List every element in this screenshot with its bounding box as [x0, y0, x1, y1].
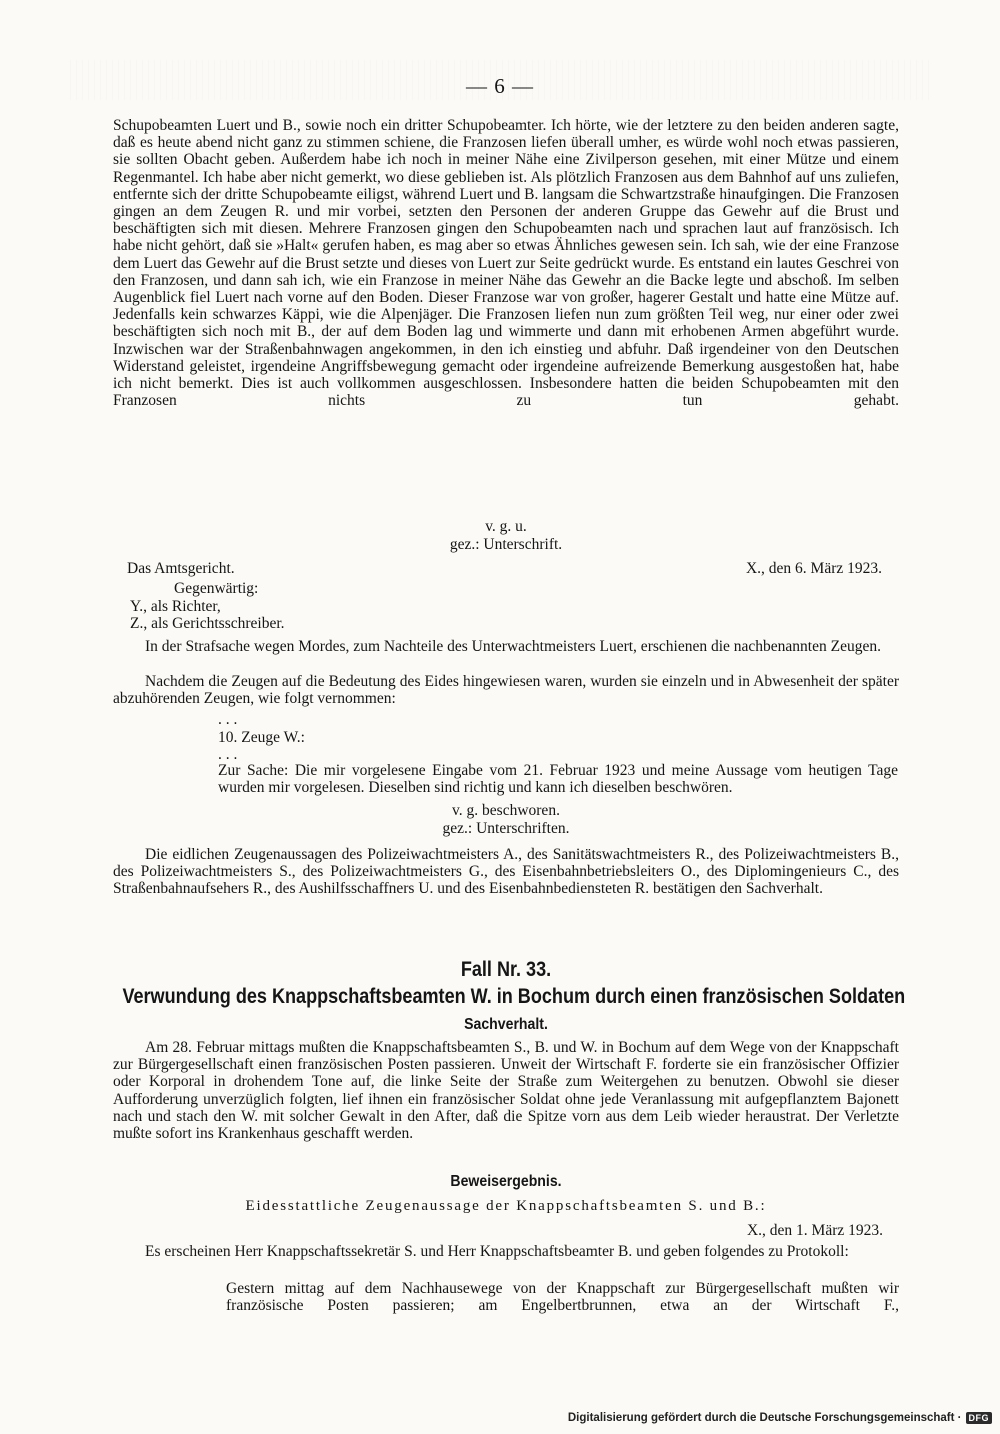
evidence-heading: Beweisergebnis. — [450, 1173, 562, 1190]
case-title: Fall Nr. 33. — [460, 958, 552, 981]
court-paragraph-1: In der Strafsache wegen Mordes, zum Nachteile des Unterwachtmeisters Luert, erschienen die nachbenannten Zeugen. — [145, 638, 881, 655]
sworn-statements-paragraph: Die eidlichen Zeugenaussagen des Polizeiwachtmeisters A., des Sanitätswachtmeisters R., des Polizeiwachtmeisters B., des Polizeiwachtmeisters S., des Polizeiwachtmeisters G., des Eisenbahnbetriebsleiters O., des Diplomingenieurs C., des Straßenbahnaufsehers R., des Aushilfsschaffners U. und des Eisenbahnbediensteten R. bestätigen den Sachverhalt. — [113, 846, 899, 898]
affidavit-intro: Es erscheinen Herr Knappschaftssekretär S. und Herr Knappschaftsbeamter B. und geben folgendes zu Protokoll: — [145, 1243, 849, 1260]
court-name: Das Amtsgericht. — [127, 560, 235, 577]
court-judge: Y., als Richter, — [130, 598, 221, 615]
ellipsis-1: . . . — [218, 711, 238, 728]
facts-heading: Sachverhalt. — [464, 1016, 548, 1033]
court-header — [127, 560, 882, 577]
court-paragraph-2: Nachdem die Zeugen auf die Bedeutung des Eides hingewiesen waren, wurden sie einzeln und in Abwesenheit der später abzuhörenden Zeugen, wie folgt vernommen: — [113, 673, 899, 708]
vgu-line: v. g. u. — [485, 518, 527, 535]
affidavit-date: X., den 1. März 1923. — [746, 1222, 883, 1239]
court-date: X., den 6. März 1923. — [745, 560, 882, 577]
affidavit-title: Eidesstattliche Zeugenaussage der Knappschaftsbeamten S. und B.: — [245, 1198, 767, 1214]
signatures-line: gez.: Unterschriften. — [442, 820, 570, 837]
testimony-paragraph — [113, 117, 899, 409]
ellipsis-2: . . . — [218, 746, 238, 763]
facts-paragraph: Am 28. Februar mittags mußten die Knappschaftsbeamten S., B. und W. in Bochum auf dem Wege von der Knappschaft zur Bürgergesellschaft einen französischen Posten passieren. Unweit der Wirtschaft F. forderte sie ein französischer Offizier oder Korporal in drohendem Tone auf, die linke Seite der Straße zum Weitergehen zu benutzen. Obwohl sie dieser Aufforderung unverzüglich folgten, lief ihnen ein französischer Soldat ohne jede Veranlassung mit aufgepflanztem Bajonett nach und stach den W. mit solcher Gewalt in den After, daß die Spitze vorn aus dem Leib wieder heraustrat. Der Verletzte mußte sofort ins Krankenhaus geschafft werden. — [113, 1039, 899, 1143]
court-clerk: Z., als Gerichtsschreiber. — [130, 615, 285, 632]
footer-credit — [568, 1412, 992, 1424]
court-present: Gegenwärtig: — [174, 580, 259, 597]
testimony-text: Schupobeamten Luert und B., sowie noch ein dritter Schupobeamter. Ich hörte, wie der letztere zu den beiden anderen sagte, daß es heute abend nicht ganz zu stimmen schiene, die Franzosen liefen überall umher, es würde wohl noch etwas passieren, sie sollten Obacht geben. Außerdem habe ich noch in meiner Nähe eine Zivilperson gesehen, mit einer Mütze und einem Regenmantel. Ich habe aber nicht gemerkt, wo diese geblieben ist. Als plötzlich Franzosen aus dem Bahnhof auf uns zuliefen, entfernte sich der dritte Schupobeamte eiligst, während Luert und B. langsam die Schwartzstraße hinaufgingen. Die Franzosen gingen an dem Zeugen R. und mir vorbei, setzten den Personen der anderen Gruppe das Gewehr auf die Brust und beschäftigten sich mit diesen. Mehrere Franzosen gingen den Schupobeamten nach und sprachen laut auf französisch. Ich habe nicht gehört, daß sie »Halt« gerufen haben, es mag aber so etwas Ähnliches gewesen sein. Ich sah, wie der eine Franzose dem Luert das Gewehr auf die Brust setzte und dieses von Luert zur Seite gedrückt wurde. Es entstand ein lautes Geschrei von den Franzosen, und dann sah ich, wie ein Franzose in meiner Nähe das Gewehr an die Backe legte und abschoß. Im selben Augenblick fiel Luert nach vorne auf den Boden. Dieser Franzose war von großer, hagerer Gestalt und hatte eine Mütze auf. Jedenfalls kein schwarzes Käppi, wie die Alpenjäger. Die Franzosen liefen nun zum größten Teil weg, nur einer oder zwei beschäftigten sich noch mit B., der auf dem Boden lag und wimmerte und dann mit erhobenen Armen abgeführt wurde. Inzwischen war der Straßenbahnwagen angekommen, in den ich einstieg und abfuhr. Daß irgendeiner von den Deutschen Widerstand geleistet, irgendeine Angriffsbewegung gemacht oder irgendeine aufreizende Bemerkung ausgestoßen hat, habe ich nicht bemerkt. Dies ist auch vollkommen ausgeschlossen. Insbesondere hatten die beiden Schupobeamten mit den Franzosen nichts zu tun gehabt. — [113, 117, 899, 410]
affidavit-text: Gestern mittag auf dem Nachhausewege von der Knappschaft zur Bürgergesellschaft mußten wir französische Posten passieren; am Engelbertbrunnen, etwa an der Wirtschaft F., — [226, 1280, 899, 1315]
witness-label: 10. Zeuge W.: — [218, 729, 305, 746]
case-subtitle: Verwundung des Knappschaftsbeamten W. in Bochum durch einen französischen Soldaten — [122, 985, 906, 1008]
dfg-logo-icon: DFG — [966, 1412, 993, 1424]
sworn-line: v. g. beschworen. — [452, 802, 560, 819]
zur-sache-paragraph: Zur Sache: Die mir vorgelesene Eingabe vom 21. Februar 1923 und meine Aussage vom heutigen Tage wurden mir vorgelesen. Dieselben sind richtig und kann ich dieselben beschwören. — [218, 762, 898, 797]
signature-line: gez.: Unterschrift. — [449, 536, 563, 553]
footer-text: Digitalisierung gefördert durch die Deutsche Forschungsgemeinschaft · — [567, 1412, 962, 1424]
page-number: — 6 — — [466, 74, 534, 98]
